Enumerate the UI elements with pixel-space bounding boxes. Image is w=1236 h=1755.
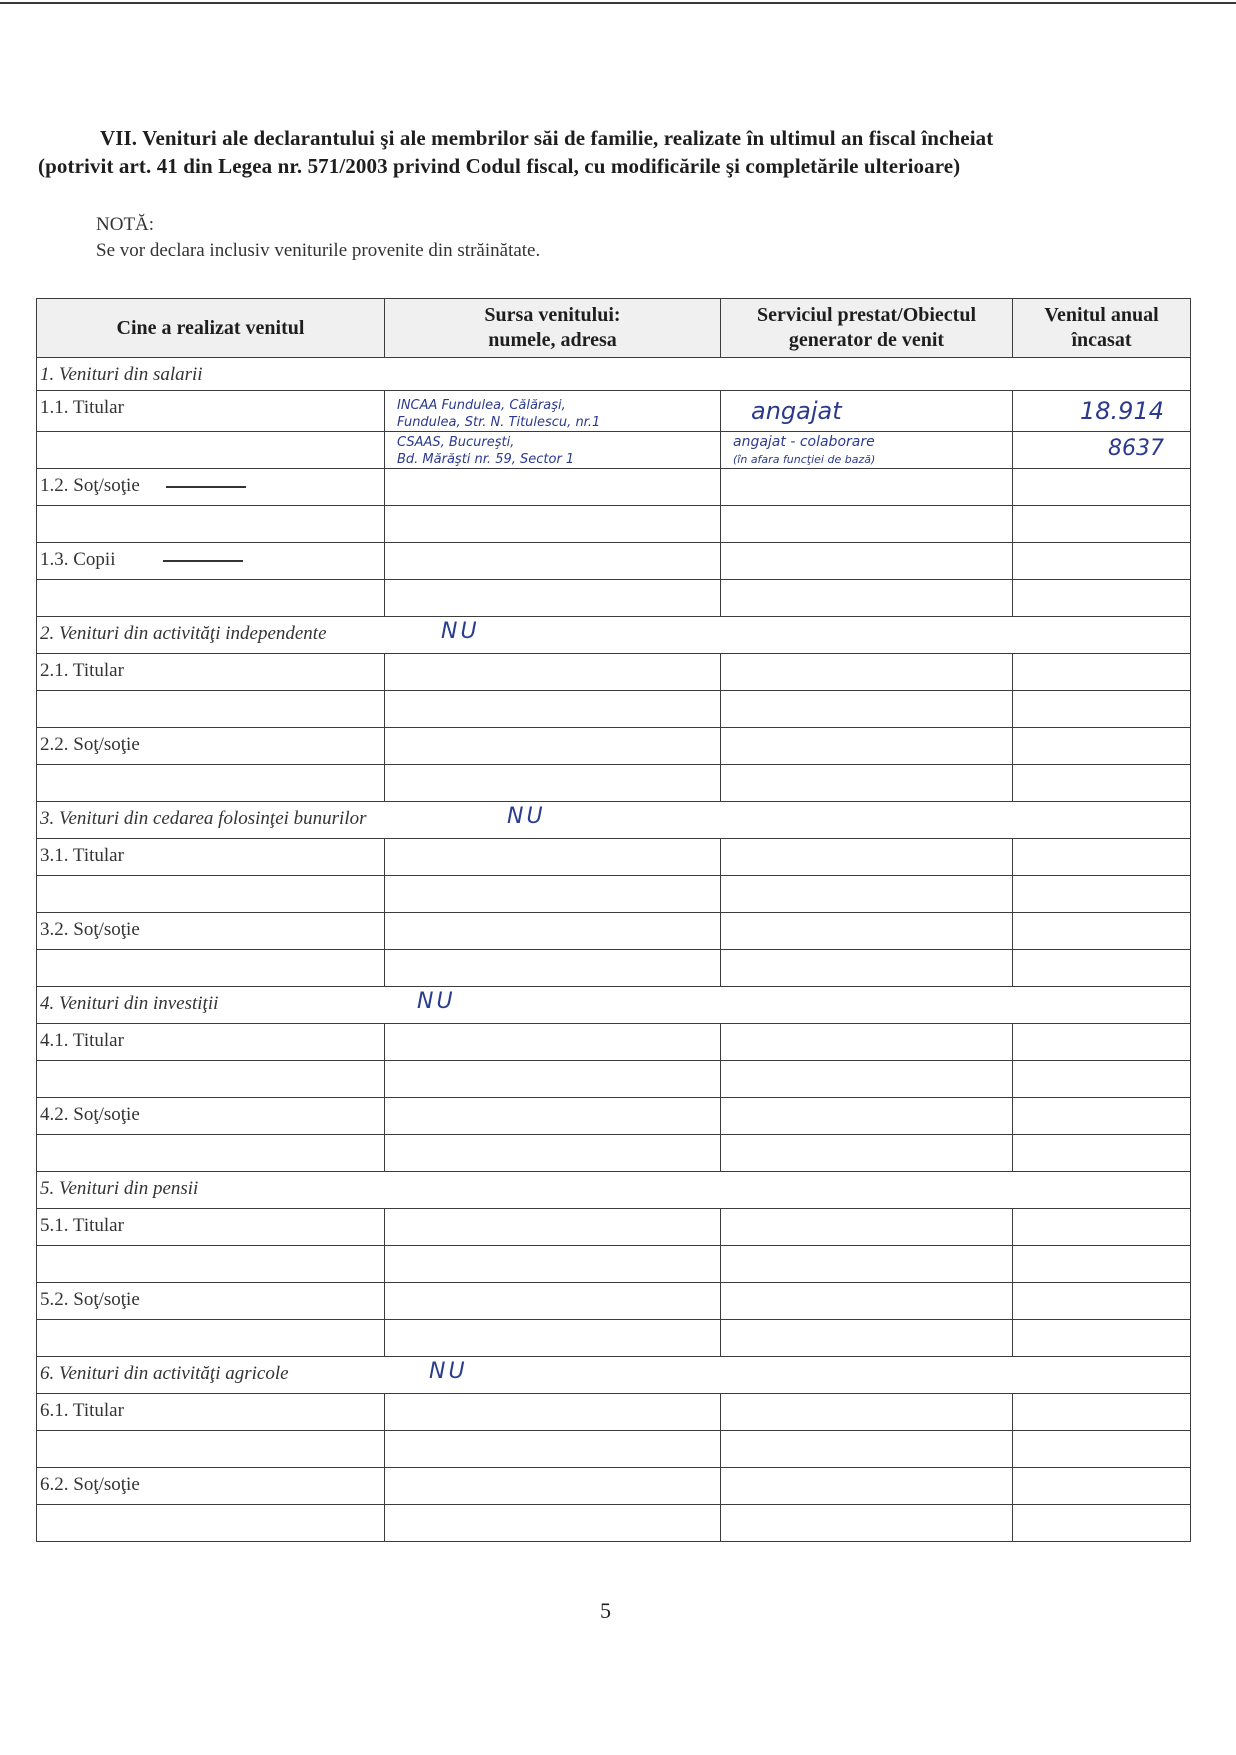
- section-title-wrap: [37, 1357, 1190, 1385]
- source-1-line-1: INCAA Fundulea, Călăraşi,: [397, 398, 566, 413]
- section-title: 5. Venituri din pensii: [40, 1178, 199, 1199]
- row-label: 2.2. Soţ/soţie: [40, 734, 140, 755]
- row-label: 4.1. Titular: [40, 1030, 124, 1051]
- table-row: [37, 1320, 1191, 1357]
- section-heading: [38, 124, 1198, 180]
- section-title: 3. Venituri din cedarea folosinţei bunurilor: [40, 808, 367, 829]
- table-row: [37, 728, 1191, 765]
- header-source-line-2: numele, adresa: [488, 329, 617, 351]
- income-table: [36, 298, 1191, 1542]
- table-row: [37, 506, 1191, 543]
- handwritten-service-2: [721, 432, 1012, 468]
- table-row: [37, 1098, 1191, 1135]
- section-row-investments: [37, 987, 1191, 1024]
- row-label: 2.1. Titular: [40, 660, 124, 681]
- table-row: [37, 1468, 1191, 1505]
- table-row: [37, 1505, 1191, 1542]
- table-row: [37, 1394, 1191, 1431]
- handwritten-dash: [163, 560, 243, 562]
- section-row-independent: [37, 617, 1191, 654]
- handwritten-nu-mark: NU: [417, 989, 456, 1014]
- row-label: 6.2. Soţ/soţie: [40, 1474, 140, 1495]
- row-label: 6.1. Titular: [40, 1400, 124, 1421]
- source-2-line-2: Bd. Mărăşti nr. 59, Sector 1: [397, 452, 575, 467]
- row-label: 3.1. Titular: [40, 845, 124, 866]
- row-label: 1.3. Copii: [40, 549, 116, 570]
- table-row: [37, 1209, 1191, 1246]
- table-header-row: [37, 299, 1191, 358]
- table-row: [37, 765, 1191, 802]
- header-amount-line-2: încasat: [1071, 329, 1132, 351]
- table-row: [37, 1283, 1191, 1320]
- page-number: 5: [600, 1598, 611, 1623]
- header-source-line-1: Sursa venitului:: [484, 304, 621, 326]
- handwritten-nu-mark: NU: [429, 1359, 468, 1384]
- service-2-line-1: angajat - colaborare: [733, 434, 875, 450]
- section-row-property-use: [37, 802, 1191, 839]
- table-row: [37, 543, 1191, 580]
- handwritten-dash: [166, 486, 246, 488]
- table-row: [37, 1061, 1191, 1098]
- table-row: [37, 839, 1191, 876]
- handwritten-source-1: [385, 391, 720, 431]
- table-row: [37, 469, 1191, 506]
- table-row: [37, 580, 1191, 617]
- table-row: [37, 950, 1191, 987]
- table-row: [37, 691, 1191, 728]
- table-row: [37, 913, 1191, 950]
- header-who: Cine a realizat venitul: [37, 299, 385, 358]
- handwritten-amount-2: 8637: [1108, 436, 1164, 461]
- row-label: 5.2. Soţ/soţie: [40, 1289, 140, 1310]
- section-title-wrap: [37, 802, 1190, 830]
- header-source: [385, 299, 721, 358]
- handwritten-service-1: angajat: [751, 397, 842, 425]
- source-1-line-2: Fundulea, Str. N. Titulescu, nr.1: [397, 415, 601, 430]
- row-label: 3.2. Soţ/soţie: [40, 919, 140, 940]
- table-row: [37, 1431, 1191, 1468]
- heading-line-1: VII. Venituri ale declarantului şi ale membrilor săi de familie, realizate în ultimul an fiscal încheiat: [100, 126, 994, 150]
- section-title-wrap: [37, 617, 1190, 645]
- handwritten-amount-1: 18.914: [1080, 397, 1164, 425]
- row-label: 1.1. Titular: [40, 397, 124, 418]
- table-row: [37, 432, 1191, 469]
- table-row: [37, 1246, 1191, 1283]
- header-amount: [1013, 299, 1191, 358]
- section-title: 6. Venituri din activităţi agricole: [40, 1363, 289, 1384]
- table-row: [37, 654, 1191, 691]
- header-service-line-1: Serviciul prestat/Obiectul: [756, 304, 977, 326]
- source-2-line-1: CSAAS, Bucureşti,: [397, 435, 515, 450]
- row-label: 5.1. Titular: [40, 1215, 124, 1236]
- handwritten-source-2: [385, 432, 720, 468]
- section-row-agricultural: [37, 1357, 1191, 1394]
- section-title: 4. Venituri din investiţii: [40, 993, 219, 1014]
- header-service-line-2: generator de venit: [788, 329, 945, 351]
- heading-line-2: (potrivit art. 41 din Legea nr. 571/2003 privind Codul fiscal, cu modificările şi completările ulterioare): [38, 154, 961, 178]
- note-block: [96, 212, 540, 264]
- row-label-wrap: [37, 543, 384, 571]
- section-title: 2. Venituri din activităţi independente: [40, 623, 327, 644]
- section-title: 1. Venituri din salarii: [40, 364, 203, 385]
- section-row-salaries: [37, 358, 1191, 391]
- handwritten-nu-mark: NU: [441, 619, 480, 644]
- top-rule: [0, 2, 1236, 4]
- service-2-line-2: (în afara funcţiei de bază): [733, 453, 876, 466]
- section-row-pensions: [37, 1172, 1191, 1209]
- table-row: [37, 1135, 1191, 1172]
- header-service: [721, 299, 1013, 358]
- table-row: [37, 876, 1191, 913]
- note-text: Se vor declara inclusiv veniturile provenite din străinătate.: [96, 240, 541, 261]
- section-title-wrap: [37, 987, 1190, 1015]
- row-label-wrap: [37, 469, 384, 497]
- row-label: 1.2. Soţ/soţie: [40, 475, 140, 496]
- header-amount-line-1: Venitul anual: [1044, 304, 1159, 326]
- handwritten-nu-mark: NU: [507, 804, 546, 829]
- row-label: 4.2. Soţ/soţie: [40, 1104, 140, 1125]
- table-row: [37, 1024, 1191, 1061]
- note-label: NOTĂ:: [96, 214, 155, 235]
- table-row: [37, 391, 1191, 432]
